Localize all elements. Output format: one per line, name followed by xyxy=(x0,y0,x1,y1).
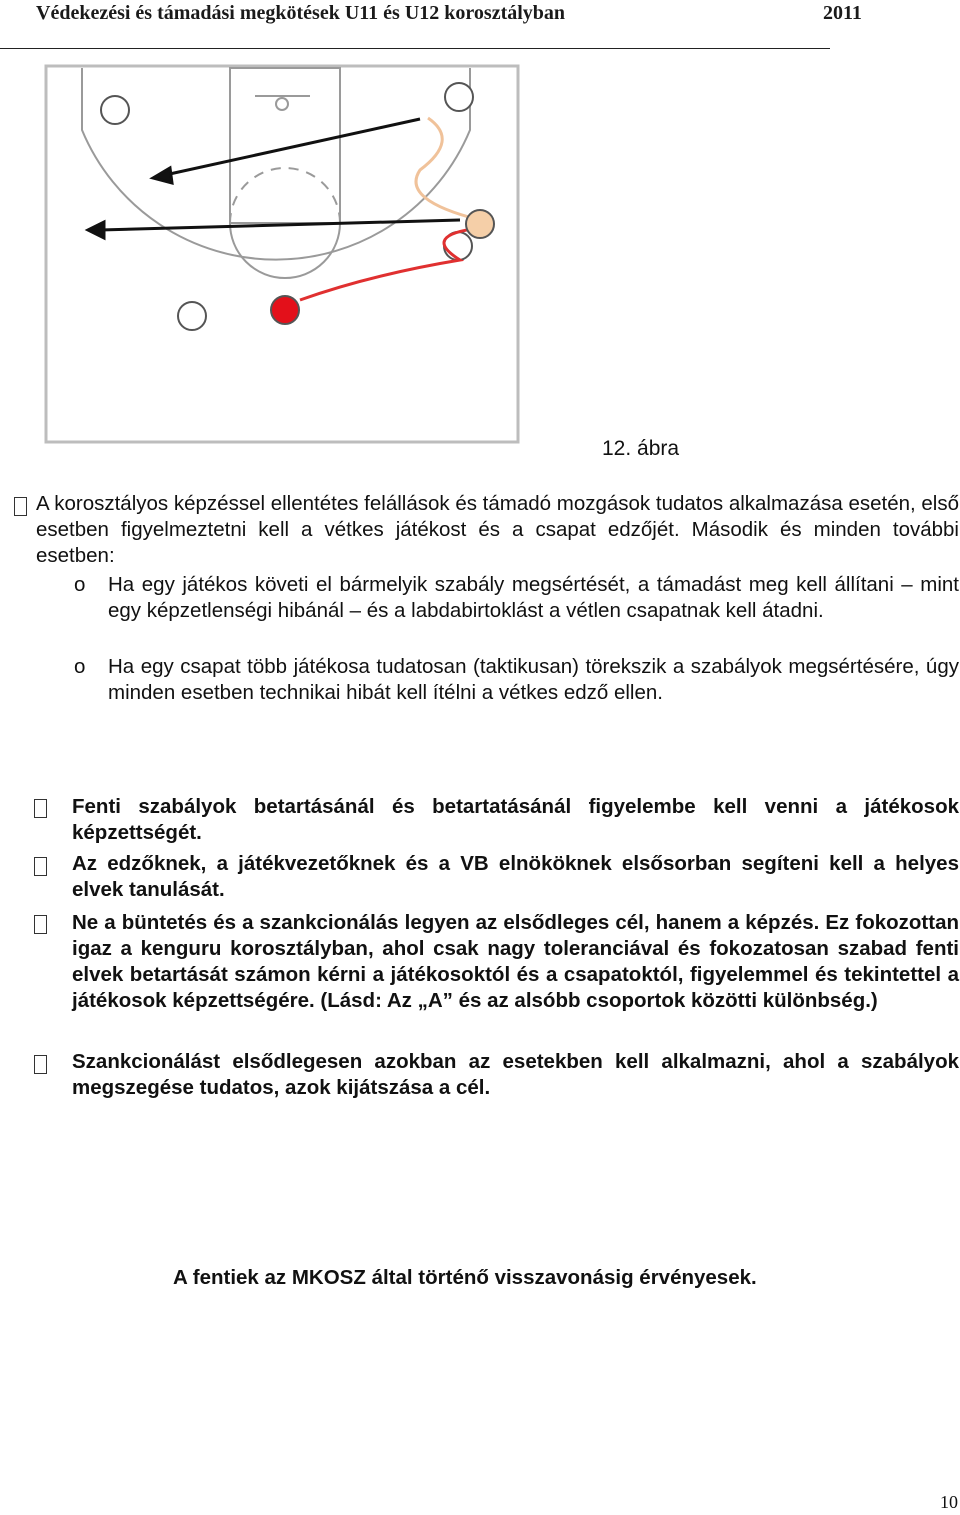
bold-item: Ne a büntetés és a szankcionálás legyen az elsődleges cél, hanem a képzés. Ez fokozottan igaz a kenguru korosztályban, ahol csak nagy toleranciával és fokozatosan szabad fenti elvek betartását számon kérni a játékosoktól és a csapatoktól, figyelemmel és tekintettel a játékosok képzettségére. (Lásd: Az „A” és az alsóbb csoportok közötti különbség.) xyxy=(72,911,959,1012)
basket-rim xyxy=(276,98,288,110)
sub-item-marker: o xyxy=(74,655,86,678)
header-rule xyxy=(0,48,830,49)
header-year: 2011 xyxy=(823,2,862,24)
bullet-icon xyxy=(14,497,27,516)
restricted-key xyxy=(230,68,340,223)
free-throw-arc xyxy=(230,223,340,278)
sub-item-marker: o xyxy=(74,573,86,596)
player-red xyxy=(271,296,299,324)
pass-arrow-upper-head xyxy=(153,168,172,183)
sub-item-text: Ha egy csapat több játékosa tudatosan (taktikusan) törekszik a szabályok megsértésére, úgy minden esetben technikai hibát kell ítélni a vétkes edző ellen. xyxy=(108,655,959,704)
closing-note: A fentiek az MKOSZ által történő visszavonásig érvényesek. xyxy=(173,1266,757,1289)
bullet-icon xyxy=(34,857,47,876)
bullet-icon xyxy=(34,915,47,934)
bold-item: Szankcionálást elsődlegesen azokban az esetekben kell alkalmazni, ahol a szabályok megszegése tudatos, azok kijátszása a cél. xyxy=(72,1050,959,1099)
intro-paragraph: A korosztályos képzéssel ellentétes felállások és támadó mozgások tudatos alkalmazása esetén, első esetben figyelmeztetni kell a vétkes játékost és a csapat edzőjét. Második és minden további esetben: xyxy=(36,492,960,567)
sub-item-text: Ha egy játékos követi el bármelyik szabály megsértését, a támadást meg kell állítani – mint egy képzetlenségi hibánál – és a labdabirtoklást a vétlen csapatnak kell átadni. xyxy=(108,573,959,622)
pass-arrow-lower-head xyxy=(88,222,104,238)
player-top-right xyxy=(445,83,473,111)
free-throw-arc-dashed xyxy=(230,168,340,223)
header-title: Védekezési és támadási megkötések U11 és U12 korosztályban xyxy=(36,2,566,24)
court-diagram xyxy=(40,60,530,450)
bold-item: Fenti szabályok betartásánál és betartatásánál figyelembe kell venni a játékosok képzettségét. xyxy=(72,795,959,844)
player-bottom-left xyxy=(178,302,206,330)
player-top-left xyxy=(101,96,129,124)
page-number: 10 xyxy=(940,1492,958,1512)
bold-item: Az edzőknek, a játékvezetőknek és a VB elnököknek elsősorban segíteni kell a helyes elvek tanulását. xyxy=(72,852,959,901)
bullet-icon xyxy=(34,799,47,818)
player-ball-handler-orange xyxy=(466,210,494,238)
figure-caption: 12. ábra xyxy=(602,437,680,460)
bullet-icon xyxy=(34,1055,47,1074)
page-header xyxy=(22,2,872,32)
pass-arrow-upper xyxy=(165,119,420,175)
